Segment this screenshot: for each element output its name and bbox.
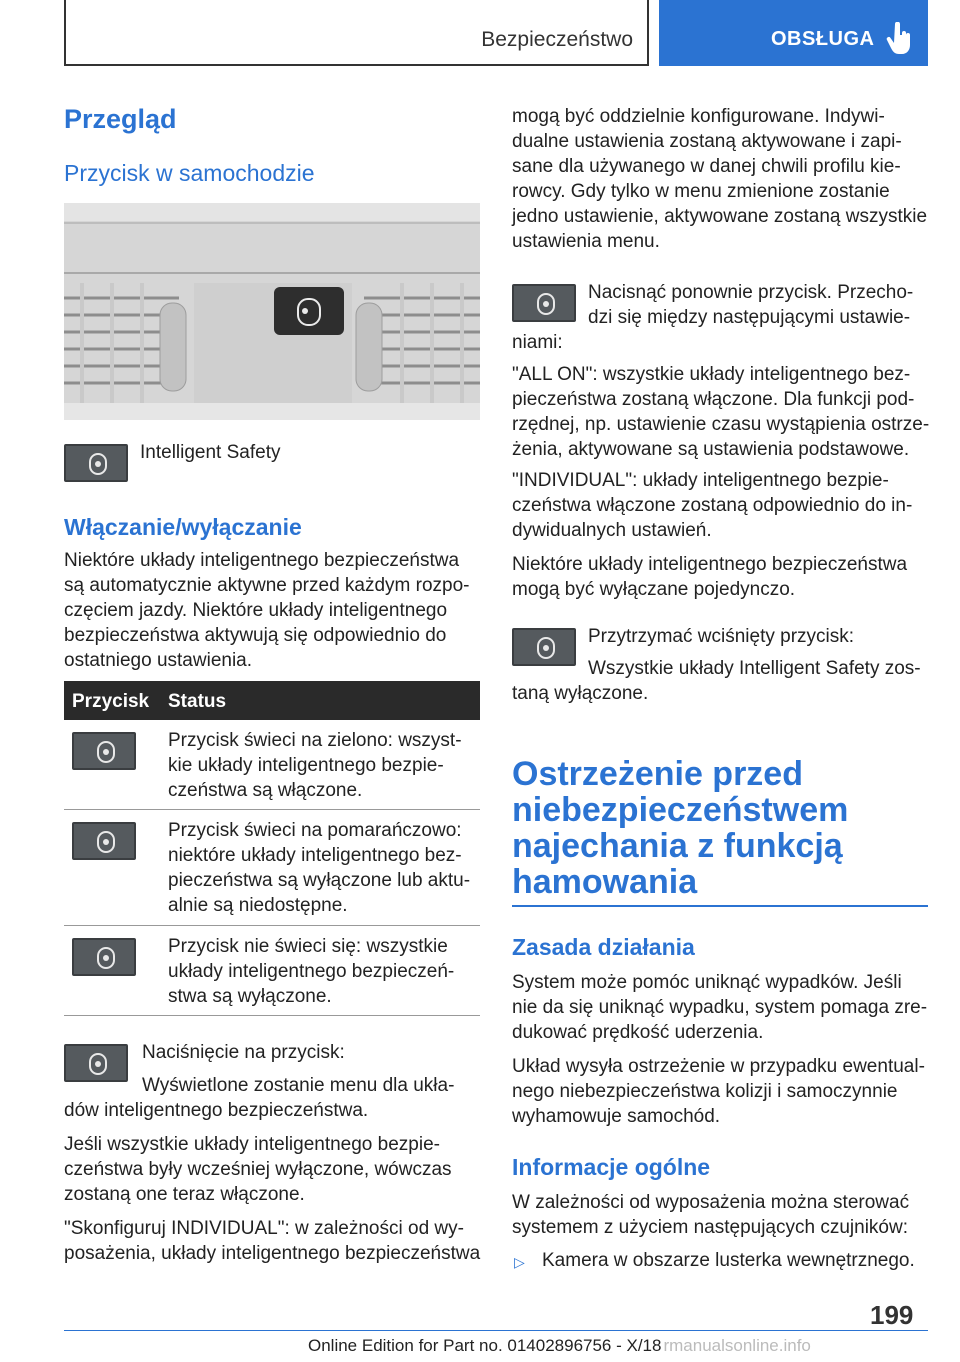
header-tab[interactable] <box>659 0 928 66</box>
hold-caption: Przytrzymać wciśnięty przycisk: <box>588 626 855 647</box>
press-button-icon <box>64 1044 128 1082</box>
footer-edition <box>308 1336 811 1356</box>
press-again-tail: niami: <box>512 332 563 353</box>
general-paragraph: W zależności od wyposażenia można sterować systemem z użyciem następujących czujników: <box>512 1192 910 1238</box>
button-green-icon <box>72 732 136 770</box>
warn-paragraph: Układ wysyła ostrzeżenie w przypadku ewentual- nego niebezpieczeństwa kolizji i samoczynnie wyhamowuje samochód. <box>512 1056 925 1127</box>
car-console-photo <box>64 203 480 420</box>
intelligent-safety-button-icon <box>64 444 128 482</box>
table-header-button: Przycisk <box>72 691 150 712</box>
press-again-text: Nacisnąć ponownie przycisk. Przecho- dzi się między następującymi ustawie- <box>588 282 914 328</box>
header-section-title <box>64 0 649 66</box>
hold-line: Wszystkie układy Intelligent Safety zos- <box>588 658 921 679</box>
general-heading: Informacje ogólne <box>512 1154 711 1180</box>
section-title: Ostrzeżenie przed niebezpieczeństwem najechania z funkcją hamowania <box>512 755 849 901</box>
hold-button-icon <box>512 628 576 666</box>
table-header <box>64 681 480 720</box>
press-line-1: Wyświetlone zostanie menu dla ukła- <box>142 1075 455 1096</box>
edition-text: Online Edition for Part no. 01402896756 - X/18 <box>308 1336 662 1355</box>
onoff-heading: Włączanie/wyłączanie <box>64 514 302 540</box>
footer-rule <box>64 1330 928 1331</box>
some-paragraph: Niektóre układy inteligentnego bezpieczeństwa mogą być wyłączane pojedynczo. <box>512 554 908 600</box>
subtitle-button-in-car: Przycisk w samochodzie <box>64 160 315 186</box>
configure-paragraph: "Skonfiguruj INDIVIDUAL": w zależności od wy- posażenia, układy inteligentnego bezpieczeństwa <box>64 1218 481 1264</box>
table-row: Przycisk nie świeci się: wszystkie układy inteligentnego bezpieczeń- stwa są wyłączone. <box>64 926 480 1016</box>
button-orange-icon <box>72 822 136 860</box>
section-title-rule <box>512 905 928 907</box>
page-number: 199 <box>870 1300 914 1330</box>
press-caption: Naciśnięcie na przycisk: <box>142 1042 345 1063</box>
onoff-paragraph: Niektóre układy inteligentnego bezpieczeństwa są automatycznie aktywne przed każdym rozpo- częciem jazdy. Niektóre układy inteligentnego bezpieczeństwa aktywują się odpowiednio do ostatniego ustawienia. <box>64 550 470 671</box>
vent-illustration <box>64 203 480 420</box>
press-again-button-icon <box>512 284 576 322</box>
continued-paragraph: mogą być oddzielnie konfigurowane. Indywi- dualne ustawienia zostaną aktywowane i zapi- sane dla używanego w danej chwili profilu kie- rowcy. Gdy tylko w menu zmienione zostanie jedno ustawienie, aktywowane zostaną wszystkie ustawienia menu. <box>512 106 928 252</box>
section-label: Bezpieczeństwo <box>481 28 633 51</box>
individual-paragraph: "INDIVIDUAL": układy inteligentnego bezpie- czeństwa włączone zostaną odpowiednio do in- dywidualnych ustawień. <box>512 470 913 541</box>
bullet-item: Kamera w obszarze lusterka wewnętrznego. <box>542 1250 915 1271</box>
table-row: Przycisk świeci na pomarańczowo: niektóre układy inteligentnego bez- pieczeństwa są wyłączone lub aktu- alnie są niedostępne. <box>64 810 480 926</box>
if-all-paragraph: Jeśli wszystkie układy inteligentnego bezpie- czeństwa były wcześniej wyłączone, wówczas zostaną one teraz włączone. <box>64 1134 452 1205</box>
icon-caption: Intelligent Safety <box>140 442 281 463</box>
watermark-text: rmanualsonline.info <box>663 1336 811 1355</box>
page-title: Przegląd <box>64 104 177 134</box>
all-on-paragraph: "ALL ON": wszystkie układy inteligentnego bez- pieczeństwa zostaną włączone. Dla funkcji pod- rzędnej, np. ustawienie czasu wystąpienia ostrze- żenia, aktywowane są ustawienia podstawowe. <box>512 364 930 460</box>
table-row: Przycisk świeci na zielono: wszyst- kie układy inteligentnego bezpie- czeństwa są włączone. <box>64 720 480 810</box>
bullet-triangle-icon: ▷ <box>514 1254 525 1270</box>
press-line-2: dów inteligentnego bezpieczeństwa. <box>64 1100 369 1121</box>
hold-tail: taną wyłączone. <box>512 683 649 704</box>
table-header-status: Status <box>168 691 227 712</box>
status-table <box>64 681 480 1016</box>
principle-paragraph: System może pomóc uniknąć wypadków. Jeśli nie da się uniknąć wypadku, system pomaga zre- dukować prędkość uderzenia. <box>512 972 928 1043</box>
pointing-hand-icon <box>885 22 913 54</box>
tab-label: OBSŁUGA <box>771 28 875 50</box>
button-off-icon <box>72 938 136 976</box>
principle-heading: Zasada działania <box>512 934 695 960</box>
